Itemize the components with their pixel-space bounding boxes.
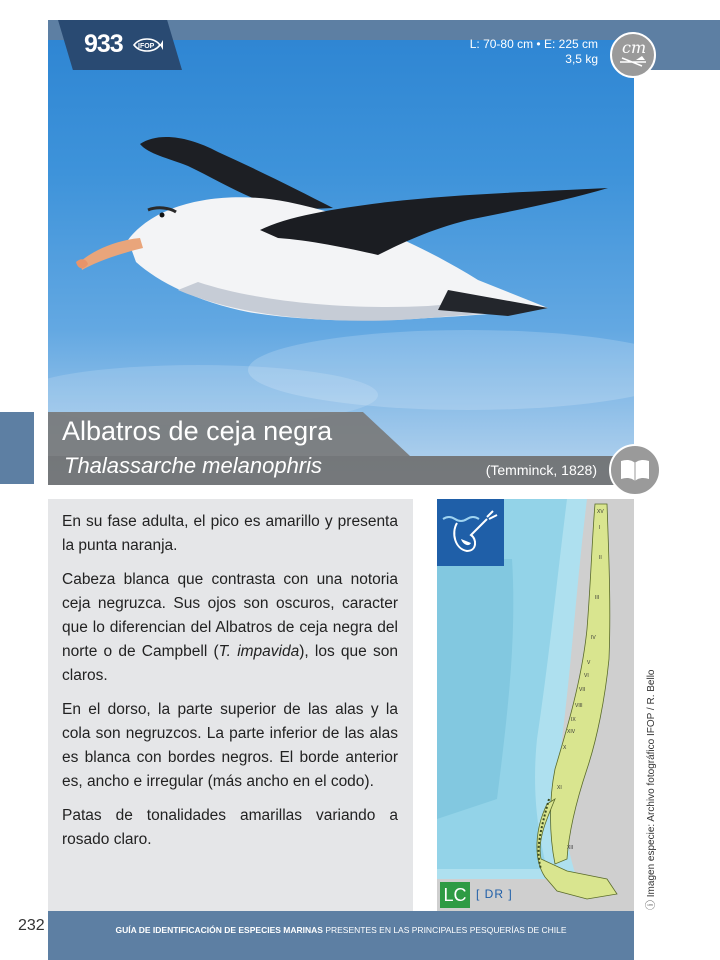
description-paragraph-4: Patas de tonalidades amarillas variando a rosado claro. <box>62 807 398 848</box>
top-margin <box>0 20 48 70</box>
region-label: I <box>599 525 601 531</box>
length-span: L: 70-80 cm • E: 225 cm <box>469 37 598 51</box>
book-icon <box>609 444 661 496</box>
footer-title: GUÍA DE IDENTIFICACIÓN DE ESPECIES MARINAS PRESENTES EN LAS PRINCIPALES PESQUERÍAS DE CHILE <box>115 925 567 935</box>
region-label: XIV <box>567 729 576 735</box>
description-paragraph-3: En el dorso, la parte superior de las alas y la cola son negruzcos. La parte inferior de las alas es blanca con bordes negros. El borde anterior es, ancho e irregular (más ancho en el codo). <box>62 701 398 790</box>
common-name: Albatros de ceja negra <box>62 416 333 446</box>
footer-band <box>48 911 634 960</box>
region-label: IX <box>571 717 576 723</box>
region-label: VII <box>579 687 586 693</box>
region-label: V <box>587 660 591 666</box>
ifop-logo-text: IFOP <box>138 43 155 50</box>
photo-credit: ⓘ Imagen especie: Archivo fotográfico IFOP / R. Bello <box>646 669 657 910</box>
author-citation: (Temminck, 1828) <box>485 462 597 478</box>
size-cm-icon <box>610 32 656 78</box>
page-number: 232 <box>18 917 45 934</box>
region-label: II <box>599 555 602 561</box>
scientific-name: Thalassarche melanophris <box>64 453 323 478</box>
left-side-tab <box>0 412 34 484</box>
habitat-diver-icon <box>437 499 504 566</box>
size-badge-label: cm <box>622 38 647 57</box>
species-number: 933 <box>84 30 123 58</box>
region-label: XII <box>567 845 574 851</box>
region-label: X <box>563 745 567 751</box>
description-text <box>62 510 398 862</box>
description-paragraph-1: En su fase adulta, el pico es amarillo y presenta la punta naranja. <box>62 513 398 554</box>
size-weight-specs <box>470 37 598 67</box>
region-label: III <box>595 595 600 601</box>
conservation-status-badge: LC <box>440 882 470 908</box>
region-label: IV <box>591 635 596 641</box>
region-label: VI <box>584 673 589 679</box>
region-label: XI <box>557 785 562 791</box>
ifop-fish-logo-icon <box>132 36 164 59</box>
region-label: VIII <box>575 703 583 709</box>
description-paragraph-2: Cabeza blanca que contrasta con una notoria ceja negruzca. Sus ojos son oscuros, caracter que lo diferencian del Albatros de ceja negra del norte o de Campbell (T. impavida), los que son claros. <box>62 571 398 684</box>
weight: 3,5 kg <box>565 52 598 66</box>
region-label: XV <box>597 509 604 515</box>
status-note: [ DR ] <box>476 887 513 901</box>
